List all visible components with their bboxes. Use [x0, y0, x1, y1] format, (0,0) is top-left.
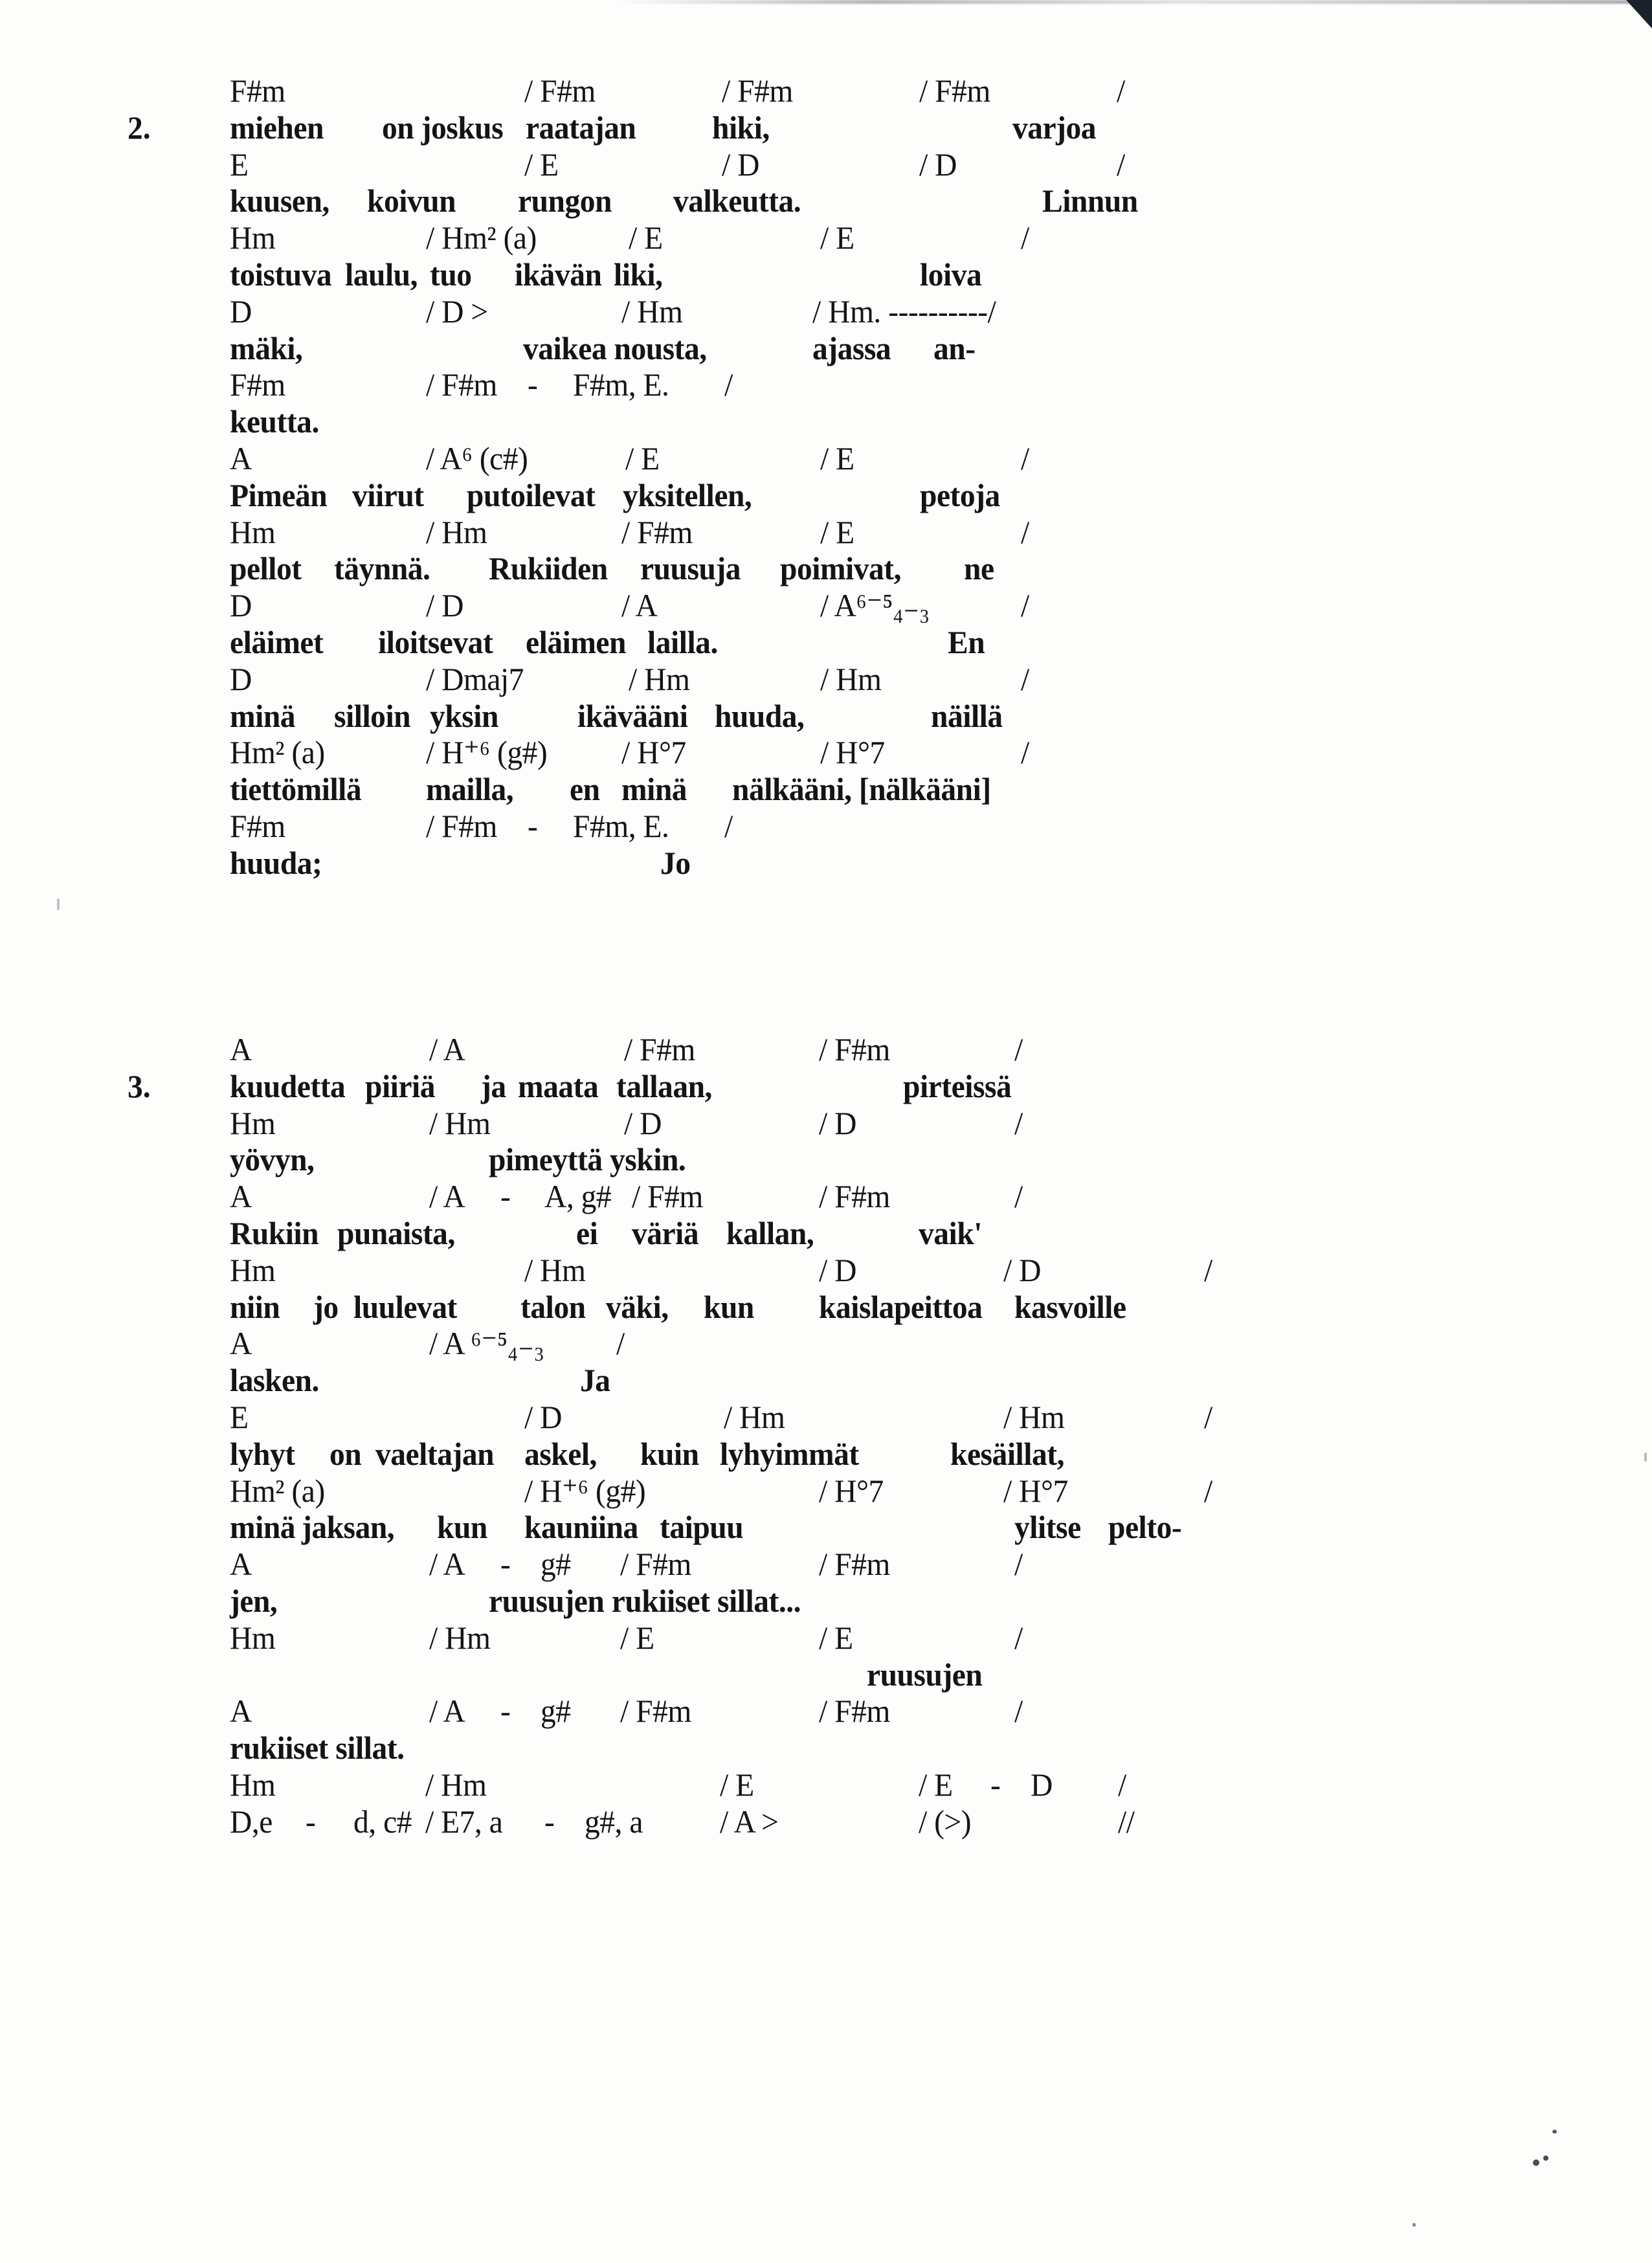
chord-segment: -	[500, 1178, 511, 1215]
lyric-segment: on	[329, 1435, 362, 1472]
chord-segment: / Hm	[820, 660, 882, 697]
chord-segment: / E	[620, 1619, 654, 1656]
lyric-segment: kasvoille	[1014, 1288, 1126, 1325]
chord-segment: / E7, a	[425, 1803, 503, 1840]
lyric-segment: ylitse	[1014, 1509, 1081, 1546]
chord-line	[0, 1473, 1652, 1510]
chord-segment: /	[1021, 660, 1029, 697]
chord-segment: / F#m	[624, 1031, 695, 1067]
chord-segment: /	[1014, 1693, 1023, 1730]
chord-segment: /	[1117, 72, 1125, 109]
chord-segment: / A	[429, 1546, 465, 1583]
chord-segment: / F#m	[621, 513, 693, 550]
chord-line	[0, 1803, 1652, 1840]
chord-segment: A	[230, 1031, 252, 1067]
chord-segment: / E	[629, 219, 663, 256]
lyric-segment: yksitellen,	[623, 476, 752, 513]
chord-segment: / E	[720, 1767, 754, 1803]
lyric-segment: Linnun	[1042, 183, 1138, 219]
lyric-segment: kun	[437, 1509, 487, 1546]
lyric-segment: raatajan	[526, 109, 636, 146]
lyric-segment: lailla.	[647, 624, 718, 660]
lyric-line	[0, 1215, 1652, 1252]
lyric-segment: yövyn,	[230, 1141, 315, 1178]
lyric-segment: ja	[481, 1067, 506, 1104]
chord-segment: / E	[625, 440, 660, 476]
chord-segment: E	[230, 1399, 249, 1435]
chord-segment: A	[230, 1325, 252, 1362]
chord-line	[0, 1178, 1652, 1215]
chord-segment: / A >	[720, 1803, 779, 1840]
lyric-segment: toistuva	[230, 256, 332, 293]
chord-line	[0, 1546, 1652, 1583]
verse-number: 3.	[128, 1067, 151, 1104]
lyric-segment: iloitsevat	[378, 624, 493, 660]
chord-segment: D	[230, 660, 252, 697]
chord-segment: / Hm	[429, 1619, 491, 1656]
chord-segment: /	[1014, 1178, 1023, 1215]
chord-segment: / H°7	[621, 734, 686, 771]
chord-segment: / F#m	[819, 1031, 890, 1067]
lyric-segment: yksin	[430, 697, 498, 734]
lyric-segment: mailla,	[426, 771, 514, 808]
chord-segment: d, c#	[353, 1803, 412, 1840]
lyric-segment: huuda;	[230, 844, 322, 881]
chord-segment: / A	[429, 1178, 465, 1215]
chord-segment: / Hm	[426, 513, 487, 550]
chord-segment: g#	[541, 1693, 571, 1730]
chord-segment: /	[616, 1325, 625, 1362]
lyric-segment: talon	[520, 1288, 586, 1325]
chord-segment: / A ⁶⁻⁵₄₋₃	[429, 1325, 544, 1362]
chord-segment: / D	[722, 146, 759, 183]
chord-segment: / A	[429, 1031, 465, 1067]
chord-segment: /	[1014, 1031, 1023, 1067]
lyric-segment: ajassa	[812, 329, 891, 366]
lyric-segment: jo	[313, 1288, 339, 1325]
chord-segment: / F#m	[632, 1178, 703, 1215]
chord-segment: /	[724, 808, 733, 844]
lyric-segment: pimeyttä yskin.	[489, 1141, 686, 1178]
lyric-line	[0, 1583, 1652, 1620]
lyric-segment: Rukiin	[230, 1215, 319, 1251]
chord-segment: / E	[524, 146, 559, 183]
chord-segment: //	[1118, 1803, 1135, 1840]
chord-segment: F#m	[230, 72, 285, 109]
chord-line	[0, 1693, 1652, 1730]
chord-segment: / E	[820, 440, 854, 476]
lyric-segment: askel,	[524, 1435, 597, 1472]
chord-segment: -	[544, 1803, 555, 1840]
chord-segment: g#, a	[585, 1803, 643, 1840]
chord-segment: / F#m	[819, 1178, 890, 1215]
lyric-line	[0, 1289, 1652, 1326]
chord-segment: A, g#	[544, 1178, 612, 1215]
lyric-segment: pirteissä	[903, 1067, 1012, 1104]
chord-segment: Hm	[230, 219, 276, 256]
chord-segment: / D >	[426, 293, 488, 329]
lyric-segment: kuudetta	[230, 1067, 346, 1104]
chord-line	[0, 1031, 1652, 1068]
lyric-segment: maata	[518, 1067, 599, 1104]
chord-segment: / A	[429, 1693, 465, 1730]
lyric-segment: Jo	[660, 844, 691, 881]
chord-segment: / D	[426, 587, 463, 624]
lyric-segment: viirut	[352, 476, 424, 513]
lyric-line	[0, 1436, 1652, 1473]
lyric-line	[0, 1509, 1652, 1546]
chord-segment: / E	[919, 1767, 953, 1803]
chord-segment: / Hm	[724, 1399, 785, 1435]
lyric-segment: jaksan,	[302, 1509, 395, 1546]
lyric-segment: väriä	[632, 1215, 699, 1251]
lyric-segment: pellot	[230, 550, 302, 587]
chord-segment: / H⁺⁶ (g#)	[426, 734, 548, 771]
lyric-segment: vaik'	[919, 1215, 982, 1251]
lyric-segment: En	[948, 624, 985, 660]
lyric-segment: täynnä.	[334, 550, 430, 587]
lyric-segment: vaeltajan	[375, 1435, 495, 1472]
lyric-segment: niin	[230, 1288, 280, 1325]
chord-segment: / D	[819, 1104, 856, 1141]
chord-segment: / F#m	[426, 366, 497, 403]
lyric-segment: punaista,	[337, 1215, 455, 1251]
chord-line	[0, 1399, 1652, 1436]
chord-segment: Hm	[230, 1619, 276, 1656]
chord-segment: F#m, E.	[573, 366, 669, 403]
lyric-segment: en	[570, 771, 600, 808]
chord-segment: / Dmaj7	[426, 660, 524, 697]
chord-segment: Hm	[230, 1767, 276, 1803]
chord-segment: / F#m	[426, 808, 497, 844]
chord-segment: / Hm	[629, 660, 690, 697]
lyric-segment: minä	[621, 771, 687, 808]
lyric-segment: silloin	[334, 697, 411, 734]
chord-segment: / Hm	[1003, 1399, 1065, 1435]
chord-segment: / E	[820, 219, 854, 256]
lyric-segment: huuda,	[715, 697, 805, 734]
lyric-segment: ruusujen rukiiset sillat...	[489, 1583, 801, 1619]
lyric-segment: kuusen,	[230, 183, 329, 219]
chord-segment: /	[1014, 1546, 1023, 1583]
chord-segment: Hm	[230, 1104, 276, 1141]
chord-segment: /	[1014, 1104, 1023, 1141]
chord-segment: Hm	[230, 1251, 276, 1288]
lyric-segment: väki,	[606, 1288, 669, 1325]
lyric-segment: minä	[230, 1509, 296, 1546]
chord-segment: /	[1014, 1619, 1023, 1656]
lyric-segment: miehen	[230, 109, 324, 146]
chord-segment: / F#m	[919, 72, 990, 109]
chord-segment: / E	[820, 513, 854, 550]
lyric-segment: näillä	[931, 697, 1003, 734]
chord-segment: -	[500, 1546, 511, 1583]
chord-segment: / A⁶ (c#)	[426, 440, 528, 476]
chord-segment: /	[1118, 1767, 1126, 1803]
lyric-segment: kaislapeittoa	[819, 1288, 983, 1325]
chord-segment: F#m	[230, 808, 285, 844]
lyric-segment: pelto-	[1108, 1509, 1182, 1546]
chord-segment: A	[230, 1178, 252, 1215]
chord-segment: / D	[624, 1104, 662, 1141]
chord-segment: A	[230, 1693, 252, 1730]
chord-segment: / H°7	[819, 1472, 884, 1509]
chord-segment: / F#m	[620, 1546, 691, 1583]
chord-segment: /	[724, 366, 733, 403]
chord-segment: /	[1021, 734, 1029, 771]
chord-segment: / Hm. ----------/	[812, 293, 996, 329]
chord-segment: E	[230, 146, 249, 183]
lyric-line	[0, 1656, 1652, 1693]
lyric-segment: ikävän	[515, 256, 602, 293]
chord-segment: -	[306, 1803, 316, 1840]
lyric-segment: kesäillat,	[950, 1435, 1065, 1472]
lyric-segment: ikävääni	[577, 697, 688, 734]
chord-segment: /	[1021, 587, 1029, 624]
lyric-segment: tuo	[430, 256, 472, 293]
lyric-segment: rungon	[518, 183, 612, 219]
chord-segment: F#m	[230, 366, 285, 403]
chord-line	[0, 1325, 1652, 1362]
lyric-segment: lasken.	[230, 1362, 319, 1399]
chord-segment: / (>)	[919, 1803, 972, 1840]
chord-segment: / H°7	[1003, 1472, 1068, 1509]
lyric-segment: minä	[230, 697, 296, 734]
chord-segment: /	[1021, 219, 1029, 256]
chord-segment: /	[1204, 1399, 1212, 1435]
chord-segment: / H⁺⁶ (g#)	[524, 1472, 646, 1509]
chord-segment: /	[1021, 440, 1029, 476]
chord-segment: /	[1021, 513, 1029, 550]
verse-number: 2.	[128, 109, 151, 146]
lyric-segment: an-	[933, 329, 976, 366]
chord-segment: -	[528, 808, 538, 844]
chord-segment: / D	[819, 1251, 856, 1288]
lyric-segment: piiriä	[365, 1067, 436, 1104]
chord-segment: F#m, E.	[573, 808, 669, 844]
chord-segment: / Hm	[429, 1104, 491, 1141]
lyric-segment: kallan,	[726, 1215, 814, 1251]
chord-segment: D	[1031, 1767, 1053, 1803]
chord-segment: /	[1204, 1472, 1212, 1509]
lyric-line	[0, 1362, 1652, 1399]
lyric-segment: ruusujen	[867, 1656, 983, 1693]
lyric-segment: ei	[576, 1215, 598, 1251]
chord-segment: / F#m	[819, 1546, 890, 1583]
lyric-segment: hiki,	[712, 109, 770, 146]
chord-segment: D	[230, 587, 252, 624]
chord-segment: A	[230, 1546, 252, 1583]
chord-segment: g#	[541, 1546, 571, 1583]
chord-segment: / Hm² (a)	[426, 219, 537, 256]
chord-segment: / Hm	[425, 1767, 487, 1803]
lyric-segment: rukiiset sillat.	[230, 1730, 405, 1767]
lyric-segment: petoja	[920, 476, 1000, 513]
lyric-segment: ruusuja	[640, 550, 741, 587]
chord-line	[0, 1767, 1652, 1803]
lyric-line	[0, 1730, 1652, 1767]
chord-segment: / A	[621, 587, 658, 624]
chord-segment: A	[230, 440, 252, 476]
lyric-line	[0, 1068, 1652, 1105]
lyric-segment: lyhyimmät	[720, 1435, 859, 1472]
lyric-segment: Pimeän	[230, 476, 328, 513]
chord-segment: -	[500, 1693, 511, 1730]
chord-segment: /	[1117, 146, 1125, 183]
lyric-segment: Ja	[580, 1362, 610, 1399]
lyric-segment: jen,	[230, 1583, 278, 1619]
chord-segment: / E	[819, 1619, 853, 1656]
chord-segment: D,e	[230, 1803, 273, 1840]
lyric-segment: eläimet	[230, 624, 324, 660]
chord-segment: -	[528, 366, 538, 403]
lyric-segment: tallaan,	[616, 1067, 712, 1104]
chord-segment: D	[230, 293, 252, 329]
lyric-segment: kuin	[640, 1435, 699, 1472]
lyric-segment: taipuu	[660, 1509, 744, 1546]
chord-segment: / D	[1003, 1251, 1041, 1288]
chord-segment: -	[990, 1767, 1001, 1803]
chord-segment: / F#m	[819, 1693, 890, 1730]
lyric-segment: Rukiiden	[489, 550, 608, 587]
chord-segment: Hm² (a)	[230, 1472, 325, 1509]
chord-segment: / F#m	[722, 72, 793, 109]
chord-segment: Hm	[230, 513, 276, 550]
chord-segment: / D	[919, 146, 957, 183]
lyric-segment: koivun	[367, 183, 456, 219]
chord-segment: Hm² (a)	[230, 734, 325, 771]
chord-line	[0, 1105, 1652, 1142]
chord-segment: / A⁶⁻⁵₄₋₃	[820, 587, 930, 624]
lyric-segment: ne	[964, 550, 994, 587]
lyric-segment: valkeutta.	[673, 183, 801, 219]
chord-segment: / H°7	[820, 734, 885, 771]
lyric-segment: loiva	[920, 256, 982, 293]
lyric-segment: lyhyt	[230, 1435, 295, 1472]
lyric-segment: mäki,	[230, 329, 303, 366]
chord-line	[0, 1620, 1652, 1656]
chord-line	[0, 1252, 1652, 1289]
lyric-segment: nälkääni, [nälkääni]	[732, 771, 991, 808]
chord-segment: / Hm	[524, 1251, 586, 1288]
chord-segment: / D	[524, 1399, 562, 1435]
lyric-line	[0, 1141, 1652, 1178]
lyric-segment: luulevat	[353, 1288, 457, 1325]
lyric-segment: varjoa	[1012, 109, 1097, 146]
lyric-segment: on joskus	[382, 109, 504, 146]
lyric-segment: vaikea nousta,	[523, 329, 707, 366]
chord-segment: / F#m	[620, 1693, 691, 1730]
lyric-segment: poimivat,	[780, 550, 902, 587]
chord-segment: /	[1204, 1251, 1212, 1288]
chord-segment: / Hm	[621, 293, 683, 329]
lyric-segment: keutta.	[230, 403, 319, 440]
lyric-segment: kun	[704, 1288, 754, 1325]
lyric-segment: eläimen	[526, 624, 626, 660]
lyric-segment: laulu,	[345, 256, 418, 293]
lyric-segment: putoilevat	[467, 476, 596, 513]
lyric-segment: liki,	[614, 256, 663, 293]
chord-segment: / F#m	[524, 72, 596, 109]
lyric-segment: tiettömillä	[230, 771, 362, 808]
lyric-segment: kauniina	[524, 1509, 638, 1546]
